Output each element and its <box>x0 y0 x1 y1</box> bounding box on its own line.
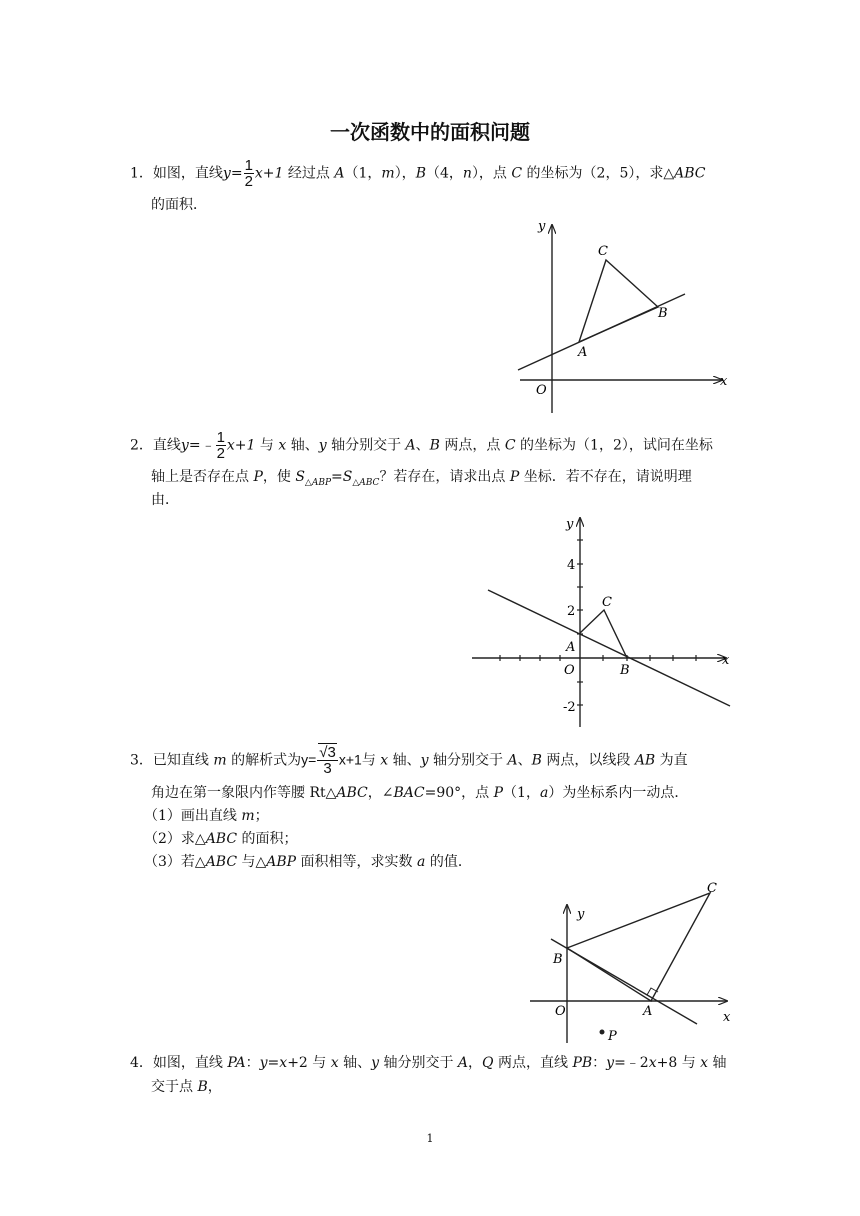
label-c: C <box>598 244 608 259</box>
problem-3-line-1: 3．已知直线 m 的解析式为y= $\frac{√3}{3}$ x+1与 x 轴、y 轴分别交于 A、B 两点，以线段 AB 为直 <box>130 744 688 777</box>
label-b: B <box>553 952 563 967</box>
fraction-one-half: $\frac{1}{2}$ <box>216 429 225 462</box>
tick-label-2: 2 <box>567 604 576 619</box>
problem-2-line-2: 轴上是否存在点 P，使 $S_{\triangle ABP}=S_{\triangle ABC}$？若存在，请求出点 P 坐标．若不存在，请说明理 <box>151 469 692 488</box>
problem-3-sub-2: （2）求△ABC 的面积； <box>144 831 298 847</box>
problem-4-line-1: 4．如图，直线 PA：y=x+2 与 x 轴、y 轴分别交于 A，Q 两点，直线 PB：y=﹣2x+8 与 x 轴 <box>130 1055 727 1071</box>
problem-2-line-1: 2．直线y=﹣ $\frac{1}{2}$ x+1 与 x 轴、y 轴分别交于 A、B 两点，点 C 的坐标为（1，2），试问在坐标 <box>130 429 713 462</box>
label-a: A <box>578 345 588 360</box>
triangle-abc <box>567 893 710 1001</box>
problem-3-sub-1: （1）画出直线 m； <box>144 808 269 824</box>
problem-3-sub-3: （3）若△ABC 与△ABP 面积相等，求实数 a 的值． <box>144 854 472 870</box>
figure-3 <box>525 875 737 1045</box>
label-p: P <box>608 1029 617 1044</box>
label-y: y <box>566 517 574 532</box>
label-y: y <box>577 907 585 922</box>
label-y: y <box>538 219 546 234</box>
label-a: A <box>566 640 576 655</box>
figure-2 <box>470 512 735 730</box>
problem-1-line-1: 1．如图，直线y= $\frac{1}{2}$ x+1 经过点 A（1，m），B（4，n），点 C 的坐标为（2，5），求△ABC <box>130 157 706 190</box>
right-angle-mark <box>647 988 658 995</box>
page-number: 1 <box>426 1132 434 1145</box>
label-c: C <box>707 881 717 896</box>
label-b: B <box>658 306 668 321</box>
label-x: x <box>722 653 730 668</box>
problem-1-line-2: 的面积． <box>151 197 207 213</box>
figure-1 <box>510 215 735 415</box>
label-x: x <box>723 1010 731 1025</box>
label-x: x <box>720 374 728 389</box>
label-b: B <box>620 663 630 678</box>
triangle-abc <box>579 260 658 342</box>
problem-2-line-3: 由． <box>151 492 179 508</box>
tick-label-4: 4 <box>567 558 576 573</box>
label-o: O <box>564 663 575 678</box>
fraction-sqrt3-over-3: $\frac{√3}{3}$ <box>319 744 336 777</box>
problem-4-line-2: 交于点 B， <box>151 1079 222 1095</box>
fraction-one-half: $\frac{1}{2}$ <box>244 157 253 190</box>
page-title: 一次函数中的面积问题 <box>330 120 530 144</box>
triangle-abc <box>580 610 627 658</box>
tick-label-neg-2: -2 <box>563 700 576 715</box>
problem-3-line-2: 角边在第一象限内作等腰 Rt△ABC，∠BAC=90°，点 P（1，a）为坐标系内一动点． <box>151 785 689 801</box>
point-p <box>600 1030 605 1035</box>
label-o: O <box>555 1004 566 1019</box>
label-c: C <box>602 595 612 610</box>
label-o: O <box>536 383 547 398</box>
label-a: A <box>643 1004 653 1019</box>
